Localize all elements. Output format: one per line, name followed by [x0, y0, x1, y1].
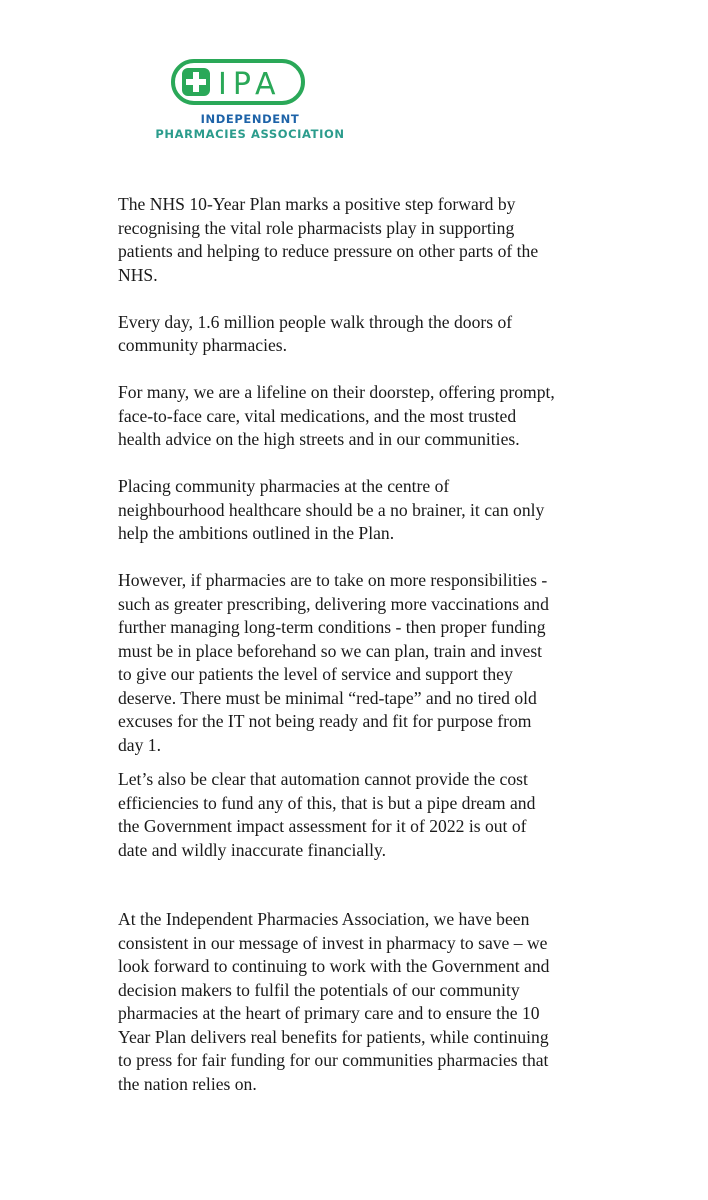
logo-line-pharmacies-association: PHARMACIES ASSOCIATION: [155, 127, 345, 141]
ipa-logo-mark: [170, 58, 330, 110]
paragraph-lifeline: For many, we are a lifeline on their doorstep, offering prompt, face-to-face care, vital medications, and the most trusted health advice on the high streets and in our communities.: [118, 382, 555, 449]
paragraph-daily-visits: Every day, 1.6 million people walk through the doors of community pharmacies.: [118, 311, 513, 355]
paragraph-automation: Let’s also be clear that automation cannot provide the cost efficiencies to fund any of this, that is but a pipe dream and the Government impact assessment for it of 2022 is out of date and wildly inaccurate financially.: [118, 769, 536, 860]
logo-line-independent: INDEPENDENT: [200, 112, 300, 126]
medical-cross-icon: [182, 68, 210, 96]
paragraph-closing: At the Independent Pharmacies Association, we have been consistent in our message of invest in pharmacy to save – we look forward to continuing to work with the Government and decision makers to fulfil the potentials of our community pharmacies at the heart of primary care and to ensure the 10 Year Plan delivers real benefits for patients, while continuing to press for fair funding for our communities pharmacies that the nation relies on.: [118, 909, 550, 1094]
statement-body: [118, 193, 558, 1096]
logo-mark-text: IPA: [218, 67, 282, 102]
paragraph-intro: The NHS 10-Year Plan marks a positive step forward by recognising the vital role pharmacists play in supporting patients and helping to reduce pressure on other parts of the NHS.: [118, 194, 539, 285]
ipa-logo: [155, 58, 345, 148]
paragraph-funding: However, if pharmacies are to take on more responsibilities - such as greater prescribing, delivering more vaccinations and further managing long-term conditions - then proper funding must be in place beforehand so we can plan, train and invest to give our patients the level of service and support they deserve. There must be minimal “red-tape” and no tired old excuses for the IT not being ready and fit for purpose from day 1.: [118, 570, 549, 755]
paragraph-neighbourhood-healthcare: Placing community pharmacies at the centre of neighbourhood healthcare should be a no brainer, it can only help the ambitions outlined in the Plan.: [118, 476, 545, 543]
